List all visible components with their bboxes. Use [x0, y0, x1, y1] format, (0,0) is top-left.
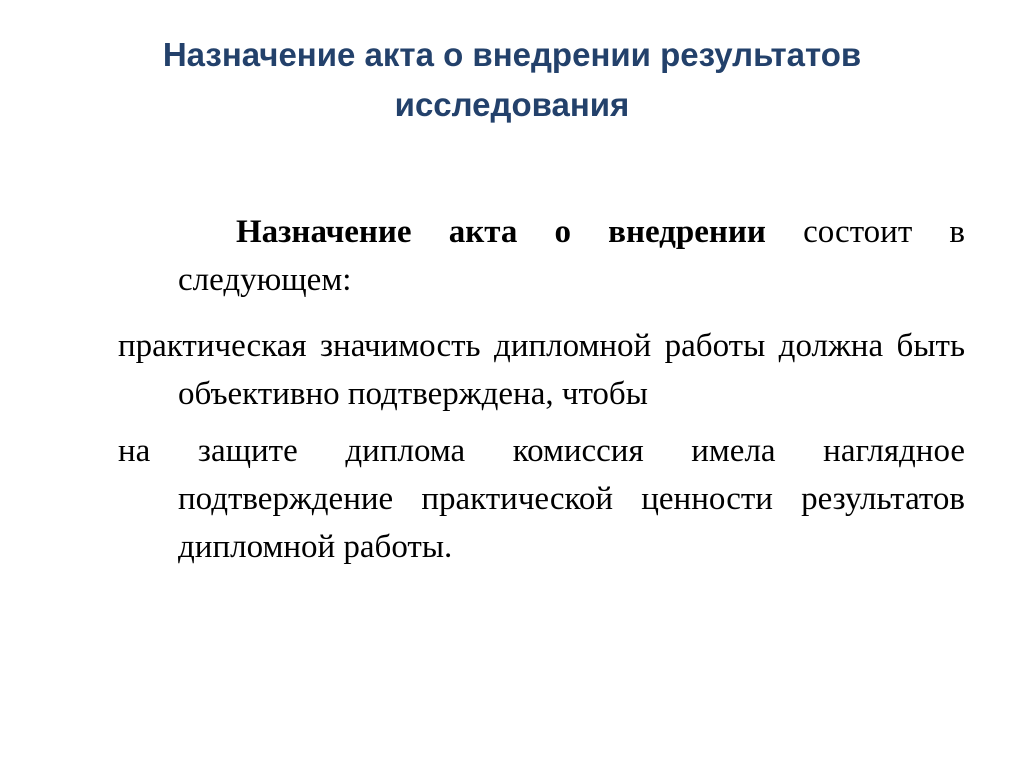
paragraph-practical-significance: практическая значимость дипломной работы должна быть объективно подтверждена, чтобы — [118, 328, 965, 412]
intro-paragraph — [118, 208, 965, 304]
intro-bold-phrase: Назначение акта о внедрении — [236, 214, 766, 250]
title-line-2: исследования — [394, 86, 630, 123]
slide-body — [118, 208, 965, 580]
title-line-1: Назначение акта о внедрении результатов — [162, 36, 862, 73]
paragraph-defense-confirmation: на защите диплома комиссия имела наглядное подтверждение практической ценности результатов дипломной работы. — [118, 433, 965, 565]
intro-rest-text: состоит в следующем: — [178, 214, 965, 298]
slide-title — [60, 30, 964, 130]
